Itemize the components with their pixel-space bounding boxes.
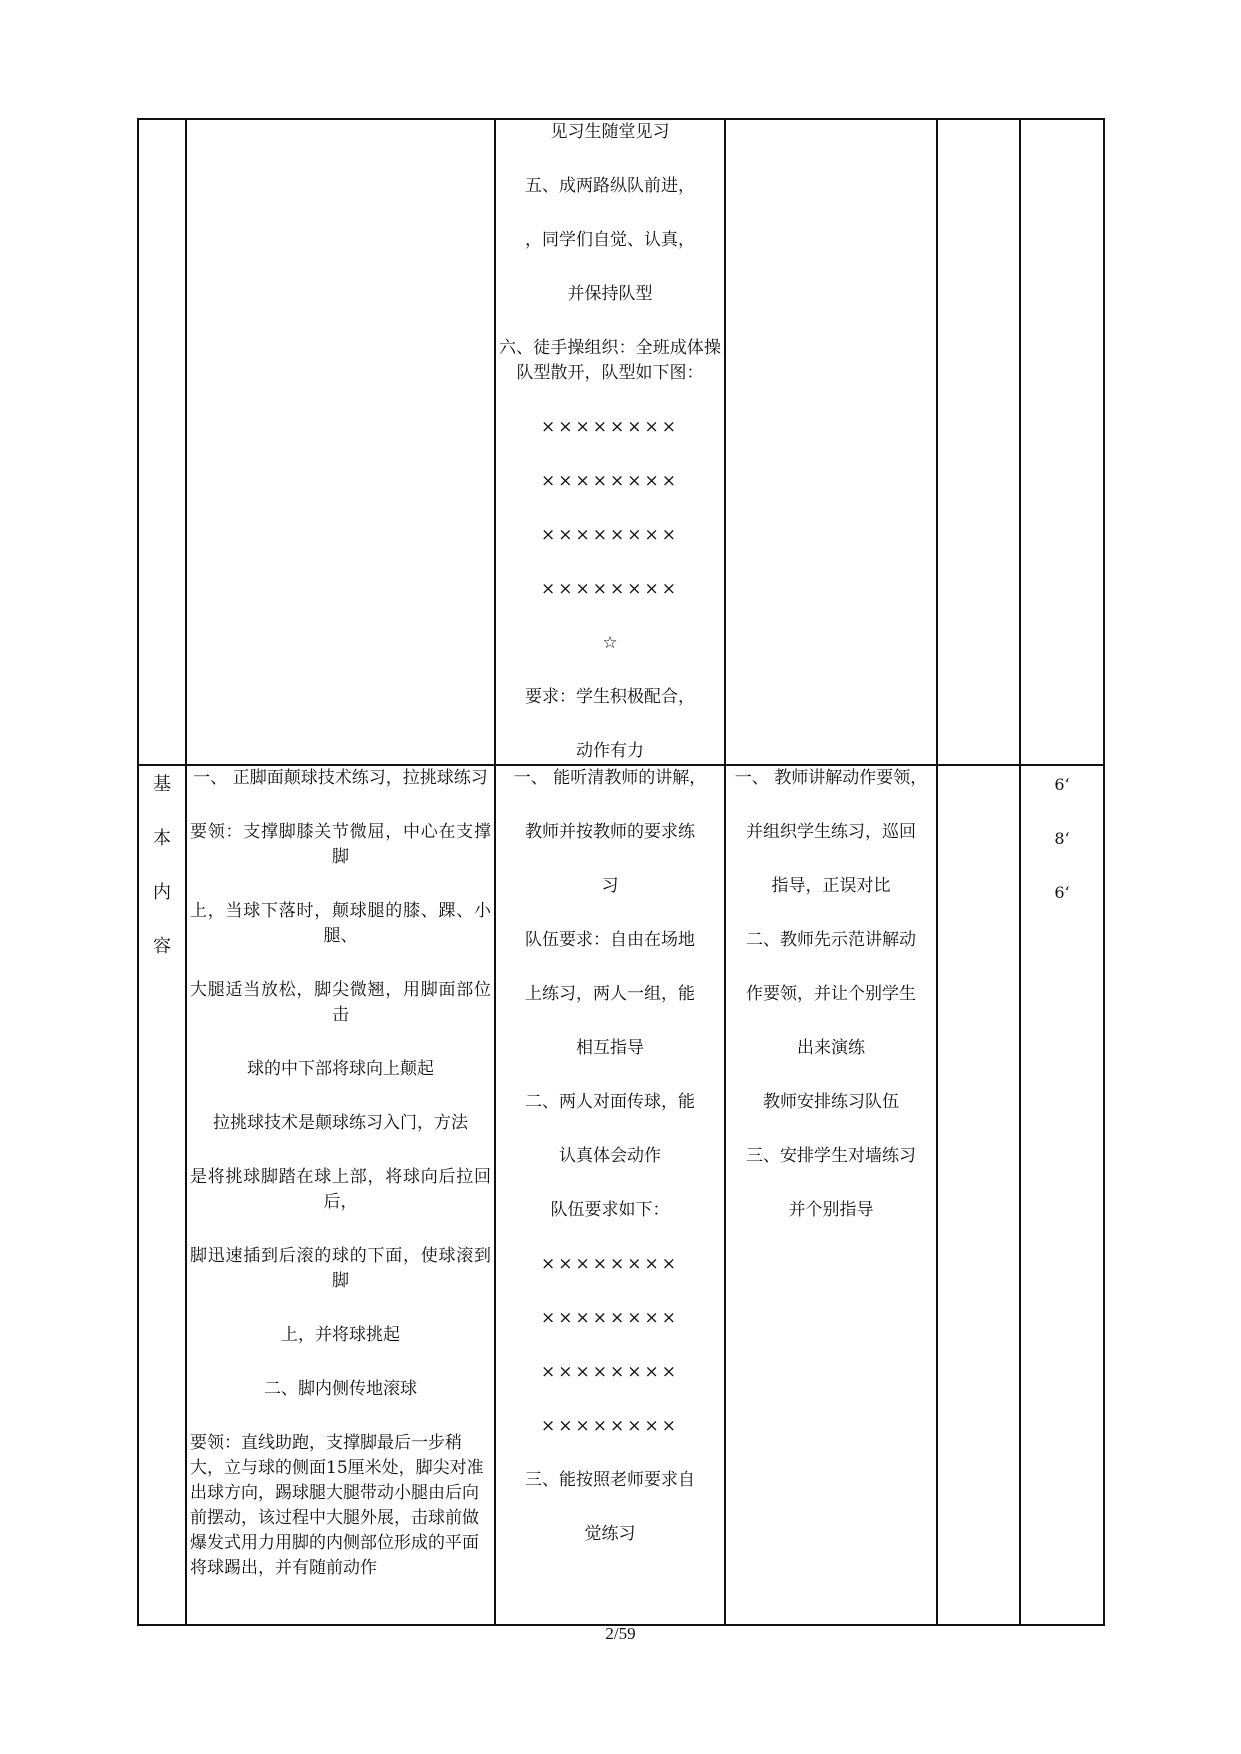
org-line: 动作有力 <box>576 741 644 761</box>
content-paragraph: 要领：直线助跑，支撑脚最后一步稍大，立与球的侧面15厘米处，脚尖对准出球方向，踢球腿大腿带动小腿由后向前摆动，该过程中大腿外展，击球前做爆发式用力用脚的内侧部位形成的平面将球踢出，并有随前动作 <box>190 1433 484 1578</box>
content-line: 二、脚内侧传地滚球 <box>264 1379 417 1399</box>
org-line: 要求：学生积极配合， <box>525 687 695 707</box>
student-line: 教师并按教师的要求练 <box>525 822 695 842</box>
student-line: 习 <box>601 876 619 896</box>
teacher-line: 作要领，并让个别学生 <box>746 984 916 1004</box>
teacher-line: 教师安排练习队伍 <box>763 1092 899 1112</box>
formation-row: ×××××××× <box>541 1308 679 1328</box>
lesson-plan-table <box>137 118 1105 1626</box>
formation-row: ×××××××× <box>541 1254 679 1274</box>
content-line: 上，当球下落时，颠球腿的膝、踝、小腿、 <box>190 901 491 946</box>
teacher-cell <box>725 119 937 765</box>
teacher-line: 三、安排学生对墙练习 <box>746 1146 916 1166</box>
student-line: 觉练习 <box>584 1524 636 1544</box>
content-line: 脚迅速插到后滚的球的下面，使球滚到脚 <box>190 1246 491 1291</box>
content-line: 是将挑球脚踏在球上部，将球向后拉回后， <box>190 1167 491 1212</box>
student-line: 认真体会动作 <box>559 1146 661 1166</box>
formation-row: ×××××××× <box>541 579 679 599</box>
student-line: 相互指导 <box>576 1038 644 1058</box>
section-label-char: 容 <box>153 936 171 957</box>
time-value: 8‘ <box>1054 829 1070 848</box>
org-line: 五、成两路纵队前进， <box>525 176 695 196</box>
time-cell <box>1020 765 1104 1625</box>
teacher-line: 并组织学生练习，巡回 <box>746 822 916 842</box>
section-label-cell <box>138 119 186 765</box>
table-row <box>138 765 1104 1625</box>
section-label-char: 本 <box>153 828 171 849</box>
time-value: 6‘ <box>1054 883 1070 902</box>
teacher-star-marker: ☆ <box>602 633 618 653</box>
page-number: 2/59 <box>605 1624 636 1643</box>
content-line: 拉挑球技术是颠球练习入门，方法 <box>213 1113 468 1133</box>
student-line: 三、能按照老师要求自 <box>525 1470 695 1490</box>
time-value: 6‘ <box>1054 775 1070 794</box>
content-line: 要领：支撑脚膝关节微屈，中心在支撑脚 <box>190 822 491 867</box>
content-line: 球的中下部将球向上颠起 <box>247 1059 434 1079</box>
org-line: 六、徒手操组织：全班成体操队型散开，队型如下图： <box>499 338 721 383</box>
student-line: 队伍要求如下： <box>550 1200 670 1220</box>
teacher-line: 一、 教师讲解动作要领， <box>734 768 928 788</box>
student-line: 一、 能听清教师的讲解， <box>513 768 707 788</box>
table-row <box>138 119 1104 765</box>
content-line: 一、 正脚面颠球技术练习，拉挑球练习 <box>193 768 488 788</box>
teacher-line: 指导，正误对比 <box>771 876 891 896</box>
organization-cell <box>495 119 725 765</box>
intensity-cell <box>937 119 1020 765</box>
formation-row: ×××××××× <box>541 525 679 545</box>
formation-row: ×××××××× <box>541 417 679 437</box>
section-label-char: 基 <box>153 774 171 795</box>
time-cell <box>1020 119 1104 765</box>
formation-row: ×××××××× <box>541 471 679 491</box>
student-line: 队伍要求：自由在场地 <box>525 930 695 950</box>
section-label-char: 内 <box>153 882 171 903</box>
student-cell <box>495 765 725 1625</box>
formation-row: ×××××××× <box>541 1362 679 1382</box>
teacher-line: 出来演练 <box>797 1038 865 1058</box>
formation-row: ×××××××× <box>541 1416 679 1436</box>
intensity-cell <box>937 765 1020 1625</box>
content-cell <box>186 119 495 765</box>
org-line: ，同学们自觉、认真， <box>525 230 695 250</box>
content-line: 大腿适当放松，脚尖微翘，用脚面部位击 <box>190 980 491 1025</box>
content-line: 上，并将球挑起 <box>281 1325 400 1345</box>
teacher-cell <box>725 765 937 1625</box>
teacher-line: 并个别指导 <box>788 1200 874 1220</box>
student-line: 二、两人对面传球，能 <box>525 1092 695 1112</box>
org-line: 见习生随堂见习 <box>550 122 670 142</box>
student-line: 上练习，两人一组，能 <box>525 984 695 1004</box>
section-label-cell <box>138 765 186 1625</box>
content-cell <box>186 765 495 1625</box>
teacher-line: 二、教师先示范讲解动 <box>746 930 916 950</box>
org-line: 并保持队型 <box>567 284 653 304</box>
